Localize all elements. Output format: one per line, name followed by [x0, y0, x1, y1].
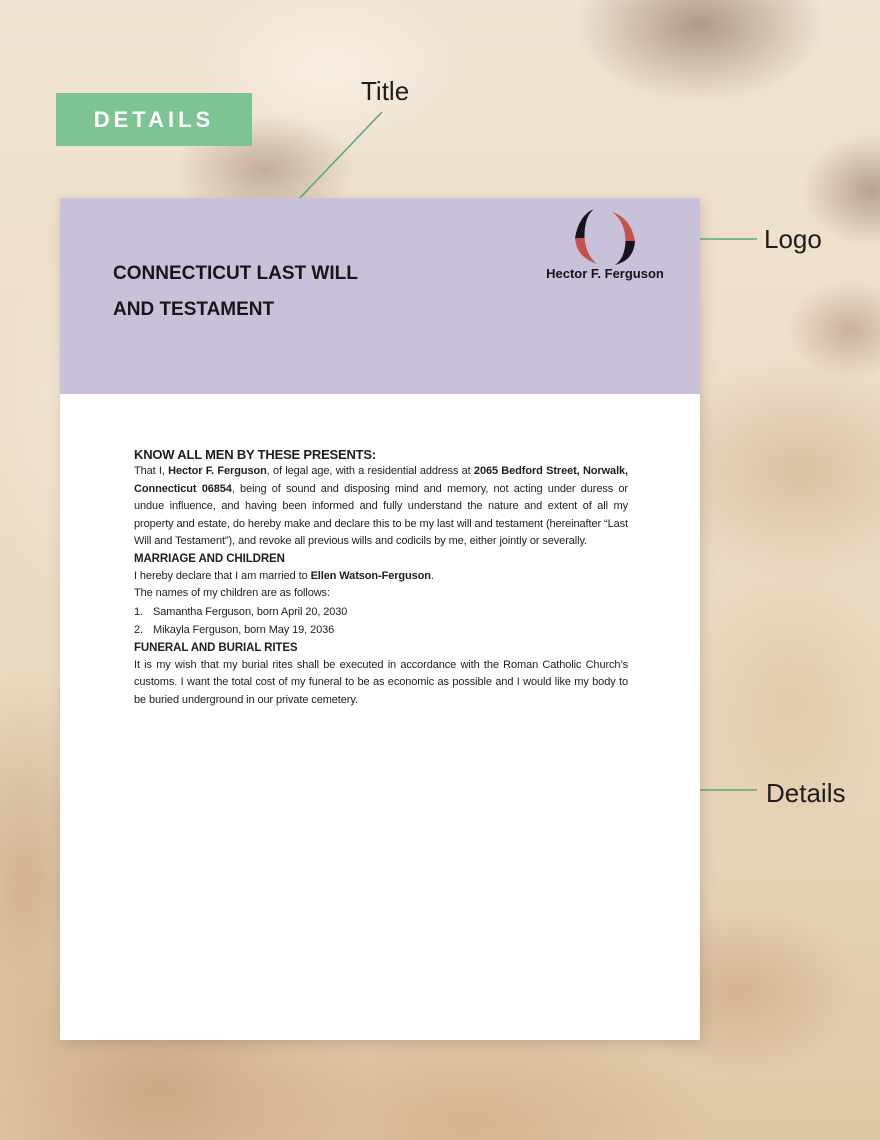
- children-intro: The names of my children are as follows:: [134, 587, 330, 599]
- annotation-details-label: Details: [766, 778, 846, 808]
- child-list-number: 1.: [134, 605, 143, 618]
- spouse-name: Ellen Watson-Ferguson: [310, 569, 431, 582]
- opening-run: , being of sound and disposing mind and memory, not acting under duress or undue influence, and having been informed and fully understand the nature and extent of all my property and estate, do hereby make and declare this to be my last will and testament (hereinafter “Last Will and Testament”), and revoke all previous wills and codicils by me, either jointly or severally.: [134, 482, 628, 547]
- marriage-run: I hereby declare that I am married to: [134, 569, 311, 582]
- opening-heading: KNOW ALL MEN BY THESE PRESENTS:: [134, 447, 377, 462]
- marriage-paragraph: [134, 568, 628, 586]
- opening-run: , of legal age, with a residential address at: [266, 465, 474, 477]
- testator-address: 2065 Bedford Street, Norwalk, Connecticut 06854: [134, 465, 628, 495]
- document-body: [60, 394, 700, 709]
- opening-run: That I,: [134, 465, 169, 477]
- child-name: Mikayla Ferguson, born May 19, 2036: [153, 624, 335, 636]
- child-list-item: [134, 621, 628, 640]
- document-header: [60, 198, 700, 394]
- marriage-run: .: [430, 569, 434, 582]
- testator-name: Hector F. Ferguson: [168, 465, 267, 477]
- brand-block: [525, 208, 685, 281]
- logo-ribbon-left-top: [575, 209, 594, 238]
- funeral-paragraph: It is my wish that my burial rites shall be executed in accordance with the Roman Catholic Church’s customs. I want the total cost of my funeral to be as economic as possible and I would like my body to be buried underground in our private cemetery.: [134, 658, 628, 706]
- child-list-number: 2.: [134, 624, 143, 636]
- opening-paragraph: [134, 463, 628, 551]
- document-title: CONNECTICUT LAST WILL AND TESTAMENT: [113, 263, 358, 320]
- will-document: [60, 198, 700, 1040]
- marriage-heading: MARRIAGE AND CHILDREN: [134, 552, 285, 565]
- logo-ribbon-right-bottom: [615, 241, 635, 265]
- logo-ribbon-left-bottom: [575, 238, 597, 264]
- child-list-item: [134, 603, 628, 622]
- logo-ribbon-right-top: [612, 212, 635, 241]
- logo-name: Hector F. Ferguson: [546, 266, 664, 281]
- child-name: Samantha Ferguson, born April 20, 2030: [153, 605, 348, 618]
- details-badge: [56, 93, 252, 146]
- logo-icon: [571, 208, 639, 266]
- annotation-title-label: Title: [361, 76, 410, 106]
- funeral-heading: FUNERAL AND BURIAL RITES: [134, 641, 298, 654]
- details-badge-label: DETAILS: [93, 107, 215, 132]
- annotation-logo-label: Logo: [764, 224, 822, 254]
